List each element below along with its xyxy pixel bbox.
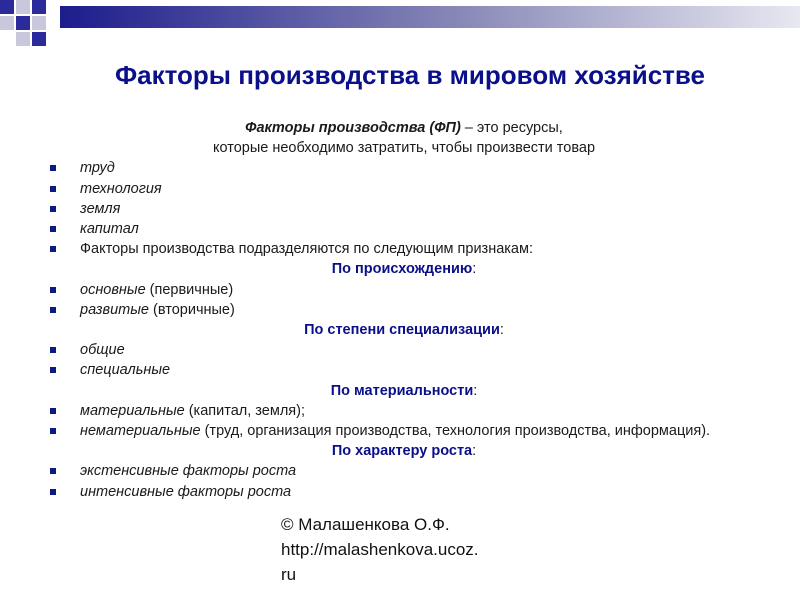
heading-text: По материальности [330, 382, 474, 399]
group-heading-growth [48, 441, 760, 461]
heading-colon: : [472, 443, 477, 460]
item-rest: (капитал, земля); [184, 402, 305, 419]
header-gradient-bar [60, 6, 800, 28]
deco-square [32, 32, 46, 46]
deco-square [0, 16, 14, 30]
deco-square [16, 16, 30, 30]
header-decoration [0, 0, 800, 60]
list-item-factor: земля [48, 199, 760, 219]
heading-text: По происхождению [331, 261, 473, 278]
definition-rest: – это ресурсы, [460, 120, 563, 136]
deco-square [16, 32, 30, 46]
item-rest: (вторичные) [149, 301, 235, 318]
list-item [48, 340, 760, 360]
item-italic: специальные [80, 362, 171, 379]
heading-colon: : [472, 261, 477, 278]
group-heading-materiality [48, 381, 760, 401]
item-rest: (труд, организация производства, технология производства, информация). [200, 423, 711, 440]
list-item [48, 360, 760, 380]
definition-line-2: которые необходимо затратить, чтобы произвести товар [212, 140, 596, 157]
list-item [48, 300, 760, 320]
heading-text: По характеру роста [331, 443, 473, 460]
definition-line-1 [48, 118, 760, 138]
slide-body [48, 118, 760, 502]
list-item-factor: капитал [48, 219, 760, 239]
heading-colon: : [499, 322, 504, 339]
group-heading-origin [48, 259, 760, 279]
list-item [48, 280, 760, 300]
item-italic: основные [80, 281, 146, 298]
definition-term: Факторы производства (ФП) [245, 120, 461, 136]
list-item [48, 482, 760, 502]
item-italic: развитые [80, 301, 149, 318]
item-italic: материальные [80, 402, 185, 419]
deco-square [0, 0, 14, 14]
item-italic: общие [80, 342, 125, 359]
list-item [48, 401, 760, 421]
copyright-author: © Малашенкова О.Ф. [281, 515, 450, 534]
item-italic: нематериальные [80, 423, 201, 440]
list-item-factor: технология [48, 179, 760, 199]
copyright-note [281, 512, 541, 587]
copyright-url-1: http://malashenkova.ucoz. [281, 540, 479, 559]
deco-square [32, 0, 46, 14]
slide-title: Факторы производства в мировом хозяйстве [114, 60, 706, 90]
heading-colon: : [473, 382, 478, 399]
list-item [48, 461, 760, 481]
list-item-factor: труд [48, 158, 760, 178]
item-italic: экстенсивные факторы роста [80, 463, 297, 480]
list-item [48, 421, 760, 441]
item-italic: интенсивные факторы роста [80, 483, 292, 500]
list-item-intro: Факторы производства подразделяются по следующим признакам: [48, 239, 760, 259]
deco-square [32, 16, 46, 30]
item-rest: (первичные) [145, 281, 234, 298]
copyright-url-2: ru [281, 565, 297, 584]
heading-text: По степени специализации [304, 322, 500, 339]
group-heading-specialization [48, 320, 760, 340]
deco-square [16, 0, 30, 14]
